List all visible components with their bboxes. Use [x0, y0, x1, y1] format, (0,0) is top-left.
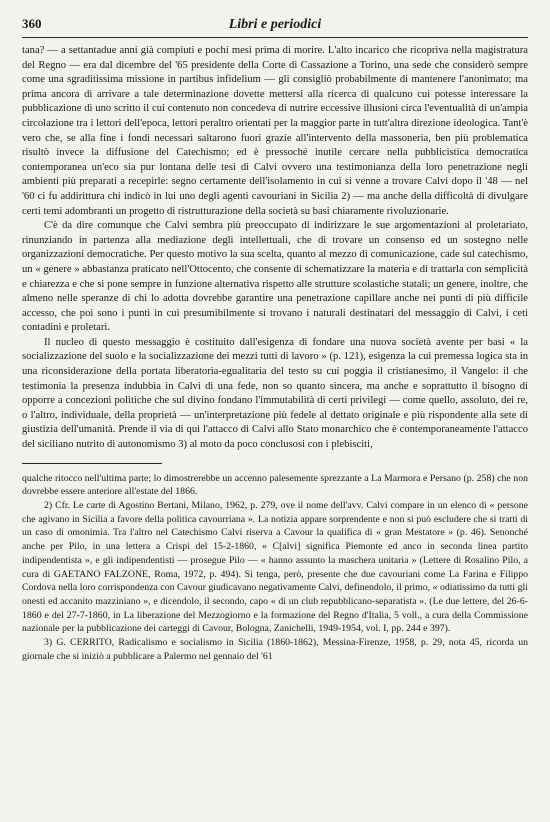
body-text	[22, 44, 528, 453]
footnotes	[22, 472, 528, 664]
body-paragraph-3: Il nucleo di questo messaggio è costituito dall'esigenza di fondare una nuova società avente per basi « la socializzazione del suolo e la socializzazione dei mezzi tutti di lavoro » (p. 121), esigenza la cui premessa logica sta in una riconsiderazione della portata liberatoria-egualitaria del testo su cui poggia il cristianesimo, il Vangelo: il che testimonia la presenza indubbia in Calvi di una fede, non so quanto sincera, ma anche e soprattutto il bisogno di opporre a concezioni politiche che sul divino fondano l'immutabilità di certi privilegi — come quello, assoluto, dei re, o l'altro, individuale, della proprietà — un'interpretazione più fedele al dettato originale e più rispondente alla sete di giustizia dell'umanità. Prende il via di qui l'attacco di Calvi allo Stato monarchico che è contemporaneamente l'attacco del siciliano nutrito di autonomismo 3) al moto da poco conclusosi con i plebisciti,	[22, 336, 528, 451]
footnote-2: 2) Cfr. Le carte di Agostino Bertani, Milano, 1962, p. 279, ove il nome dell'avv. Calvi compare in un elenco di « persone che agivano in Sicilia a favore della politica cavourriana ». La notizia appare sorprendente e non si può escludere che si tratti di un caso di omonimia. Tra l'altro nel Catechismo Calvi riserva a Cavour la qualifica di « gran Mestatore » (p. 46). Senonché anche per Pilo, in una lettera a Crispi del 15-2-1860, « C[alvi] significa Piemonte ed anco in seconda linea partito indipendentista », e gli indipendentisti — prosegue Pilo — « hanno assunto la maschera unitaria » (Lettere di Rosalino Pilo, a cura di GAETANO FALZONE, Roma, 1972, p. 494). Si tenga, però, presente che due cavouriani come La Farina e Filippo Cordova nella loro corrispondenza con Cavour giudicavano negativamente Calvi, definendolo, il primo, « odiatissimo da tutti gli onesti ed accanito mazziniano », e dicendolo, il secondo, capo « di un club repubblicano-separatista ». (Le due lettere, del 26-6-1860 e del 27-7-1860, in La liberazione del Mezzogiorno e la formazione del Regno d'Italia, 5 voll., a cura della Commissione nazionale per la pubblicazione dei carteggi di Cavour, Bologna, Zanichelli, 1949-1954, vol. I, pp. 244 e 397).	[22, 500, 528, 635]
footnote-continuation: qualche ritocco nell'ultima parte; lo dimostrerebbe un accenno palesemente sprezzante a La Marmora e Persano (p. 258) che non dovrebbe essere anteriore all'estate del 1866.	[22, 472, 528, 498]
running-title: Libri e periodici	[228, 17, 322, 32]
page-header	[22, 16, 528, 38]
body-paragraph-1: tana? — a settantadue anni già compiuti e pochi mesi prima di morire. L'alto incarico che ricopriva nella magistratura del Regno — era dal dicembre del '65 presidente della Corte di Cassazione a Torino, una sede che considerò sempre come una sgraditissima missione in partibus infidelium — gli consigliò probabilmente di mantenere l'anonimato; ma prima ancora di arrivare a tale determinazione dovette mettersi alla ricerca di qualcuno cui potesse interessare la pubblicazione di uno scritto il cui contenuto non concedeva di nutrire eccessive illusioni circa l'eventualità di un'ampia circolazione tra i lettori dell'epoca, lettori peraltro orientati per la maggior parte in tutt'altra direzione ideologica. Tant'è vero che, se alla fine i fondi necessari saltarono fuori grazie all'intervento della massoneria, ben più problematica risultò invece la diffusione del Catechismo; ed è pressoché inutile cercare nella pubblicistica democratica contemporanea un'eco sia pur lontana delle tesi di Calvi ovvero una testimonianza della loro penetrazione negli ambienti più preparati a recepirle: segno certamente dell'isolamento in cui si venne a trovare Calvi dopo il '48 — nel '60 ci fu addirittura chi indicò in lui uno degli agenti cavouriani in Sicilia 2) — ma anche della difficoltà di divulgare certi temi adombranti un progetto di ristrutturazione della società su basi chiaramente rivoluzionarie.	[22, 45, 528, 217]
page-number: 360	[22, 16, 42, 31]
footnote-divider	[22, 463, 162, 464]
body-paragraph-2: C'è da dire comunque che Calvi sembra più preoccupato di indirizzare le sue argomentazioni al proletariato, rinunziando in partenza alla mediazione degli intellettuali, che di trovare un consenso ed un sostegno nelle organizzazioni democratiche. Per questo motivo la sua scelta, quanto al mezzo di comunicazione, cade sul catechismo, un « genere » abbastanza praticato nell'Ottocento, che consente di schematizzare la materia e di trattarla con semplicità e chiarezza e che si pone sempre in funzione alternativa rispetto alle strutture scolastiche statali; un genere, inoltre, che almeno nelle speranze di chi lo adotta dovrebbe garantire una penetrazione capillare anche nei punti di più difficile accesso, che poi sono i punti in cui presumibilmente si trovano i naturali destinatari del messaggio di Calvi, i ceti contadini e proletari.	[22, 220, 528, 334]
footnote-3: 3) G. CERRITO, Radicalismo e socialismo in Sicilia (1860-1862), Messina-Firenze, 1958, p. 29, nota 45, ricorda un giornale che si iniziò a pubblicare a Palermo nel gennaio del '61	[22, 637, 528, 662]
